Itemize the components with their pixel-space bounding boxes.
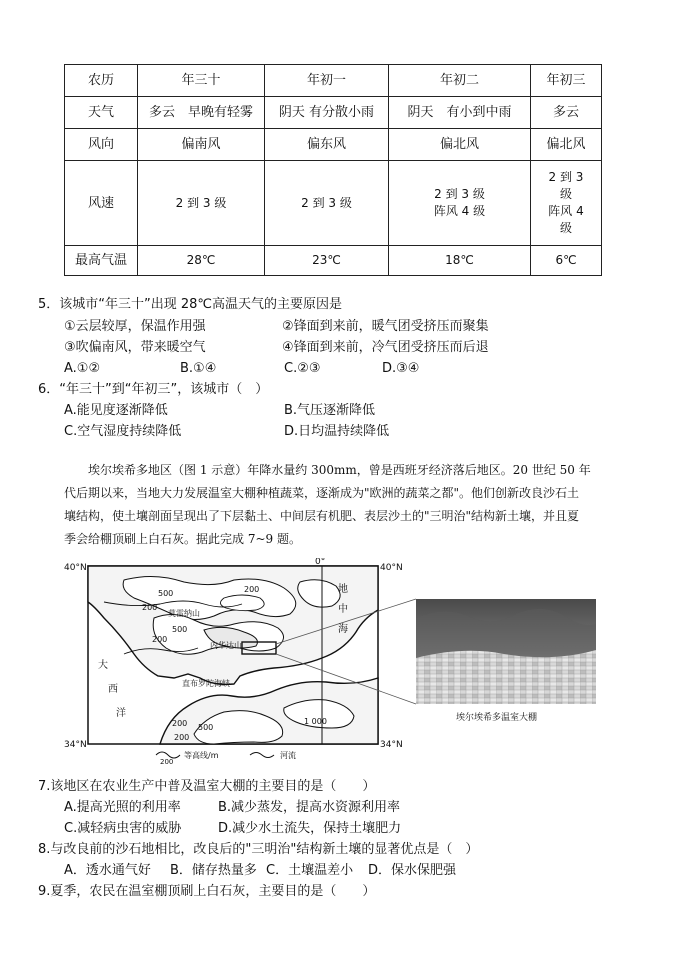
- passage-line: 代后期以来，当地大力发展温室大棚种植蔬菜，逐渐成为"欧洲的蔬菜之都"。他们创新改良沙石土: [64, 486, 580, 500]
- contour-value: 500: [172, 625, 188, 634]
- weather-table: [64, 64, 602, 276]
- contour-value: 500: [158, 589, 174, 598]
- q6-choice-d: D.日均温持续降低: [284, 424, 390, 439]
- mountain-label: 莫雷纳山: [168, 609, 200, 618]
- passage-line: 埃尔埃希多地区（图 1 示意）年降水量约 300mm，曾是西班牙经济落后地区。20 世纪 50 年: [64, 463, 591, 477]
- passage: [64, 459, 632, 551]
- legend-river-label: 河流: [280, 751, 296, 760]
- cell-line: 级: [559, 187, 572, 201]
- cell-line: 级: [559, 221, 572, 235]
- q5-choice-b: B.①④: [180, 361, 217, 376]
- table-cell: 年初二: [389, 65, 531, 97]
- cell-line: 阵风 4: [548, 204, 584, 218]
- q5-option-4: ④锋面到来前，冷气团受挤压而后退: [282, 340, 489, 355]
- q8-choice-a: A．透水通气好: [64, 863, 151, 878]
- table-cell: 年初三: [531, 65, 602, 97]
- q9-stem: 9.夏季，农民在温室棚顶刷上白石灰，主要目的是（ ）: [38, 884, 376, 899]
- q5-option-2: ②锋面到来前，暖气团受挤压而聚集: [282, 319, 489, 334]
- greenhouse-photo: [416, 599, 596, 704]
- table-cell: 年三十: [138, 65, 265, 97]
- strait-label: 直布罗陀海峡: [182, 679, 230, 688]
- table-cell: 风向: [65, 129, 138, 161]
- table-cell: 天气: [65, 97, 138, 129]
- q6-choice-a: A.能见度逐渐降低: [64, 403, 168, 418]
- table-row: [65, 97, 602, 129]
- q5-option-1: ①云层较厚，保温作用强: [64, 319, 206, 334]
- sea-label-char: 中: [338, 604, 348, 615]
- table-row: [65, 129, 602, 161]
- contour-value: 200: [142, 603, 158, 612]
- table-cell: 23℃: [265, 246, 389, 276]
- table-cell: 多云: [531, 97, 602, 129]
- ocean-label-char: 大: [98, 660, 108, 671]
- table-cell: 偏南风: [138, 129, 265, 161]
- table-cell: 年初一: [265, 65, 389, 97]
- q8-stem: 8.与改良前的沙石地相比，改良后的"三明治"结构新土壤的显著优点是（ ）: [38, 842, 479, 857]
- ocean-label-char: 西: [108, 684, 118, 695]
- q7-stem: 7.该地区在农业生产中普及温室大棚的主要目的是（ ）: [38, 779, 376, 794]
- photo-caption: 埃尔埃希多温室大棚: [456, 713, 538, 723]
- contour-shape: [220, 595, 264, 611]
- legend-contour-label: 等高线/m: [184, 751, 219, 760]
- table-row: [65, 161, 602, 246]
- map-figure: [64, 558, 624, 768]
- table-cell: 18℃: [389, 246, 531, 276]
- contour-value: 200: [174, 733, 190, 742]
- contour-value: 200: [152, 635, 168, 644]
- ocean-label-char: 洋: [116, 708, 126, 719]
- q7-choice-d: D.减少水土流失，保持土壤肥力: [218, 821, 402, 836]
- q8-choice-b: B．储存热量多: [170, 863, 257, 878]
- q6-stem: 6．“年三十”到“年初三”，该城市（ ）: [38, 382, 269, 397]
- contour-value: 200: [172, 719, 188, 728]
- photo-fields: [416, 650, 596, 704]
- table-cell: 6℃: [531, 246, 602, 276]
- q5-choice-d: D.③④: [382, 361, 420, 376]
- lat-label: 40°N: [380, 563, 403, 573]
- contour-value: 200: [244, 585, 260, 594]
- legend-river-symbol: [250, 753, 274, 758]
- table-cell: [389, 161, 531, 246]
- table-cell: 2 到 3 级: [265, 161, 389, 246]
- q5-choice-a: A.①②: [64, 361, 101, 376]
- q5-choice-c: C.②③: [284, 361, 321, 376]
- table-cell: 偏北风: [389, 129, 531, 161]
- cell-line: 2 到 3: [548, 170, 584, 184]
- lat-label: 34°N: [64, 740, 87, 750]
- q5-stem: 5．该城市“年三十”出现 28℃高温天气的主要原因是: [38, 297, 343, 312]
- cell-line: 阵风 4 级: [433, 204, 486, 218]
- table-cell: 风速: [65, 161, 138, 246]
- table-cell: 偏东风: [265, 129, 389, 161]
- sea-label-char: 地: [338, 584, 348, 595]
- contour-value: 1 000: [304, 717, 327, 726]
- table-cell: 28℃: [138, 246, 265, 276]
- table-cell: 农历: [65, 65, 138, 97]
- q7-choice-b: B.减少蒸发，提高水资源利用率: [218, 800, 401, 815]
- lat-label: 40°N: [64, 563, 87, 573]
- lon-label: 0°: [315, 558, 326, 567]
- table-cell: 阴天 有小到中雨: [389, 97, 531, 129]
- table-cell: 2 到 3 级: [138, 161, 265, 246]
- table-cell: 偏北风: [531, 129, 602, 161]
- table-row: [65, 246, 602, 276]
- legend-contour-value: 200: [160, 758, 174, 766]
- contour-value: 500: [198, 723, 214, 732]
- q8-choice-c: C．土壤温差小: [266, 863, 354, 878]
- sea-label-char: 海: [338, 624, 348, 635]
- q8-choice-d: D．保水保肥强: [368, 863, 457, 878]
- lat-label: 34°N: [380, 740, 403, 750]
- passage-line: 季会给棚顶刷上白石灰。据此完成 7~9 题。: [64, 532, 301, 546]
- table-cell: 最高气温: [65, 246, 138, 276]
- table-cell: [531, 161, 602, 246]
- mountain-label: 内华达山: [210, 641, 242, 650]
- table-row: [65, 65, 602, 97]
- q7-choice-c: C.减轻病虫害的威胁: [64, 821, 182, 836]
- q6-choice-c: C.空气湿度持续降低: [64, 424, 182, 439]
- passage-line: 壤结构，使土壤剖面呈现出了下层黏土、中间层有机肥、表层沙土的"三明治"结构新土壤，并且夏: [64, 509, 580, 523]
- cell-line: 2 到 3 级: [434, 187, 485, 201]
- table-cell: 多云 早晚有轻雾: [138, 97, 265, 129]
- table-cell: 阴天 有分散小雨: [265, 97, 389, 129]
- q7-choice-a: A.提高光照的利用率: [64, 800, 181, 815]
- q6-choice-b: B.气压逐渐降低: [284, 403, 376, 418]
- q5-option-3: ③吹偏南风，带来暖空气: [64, 340, 206, 355]
